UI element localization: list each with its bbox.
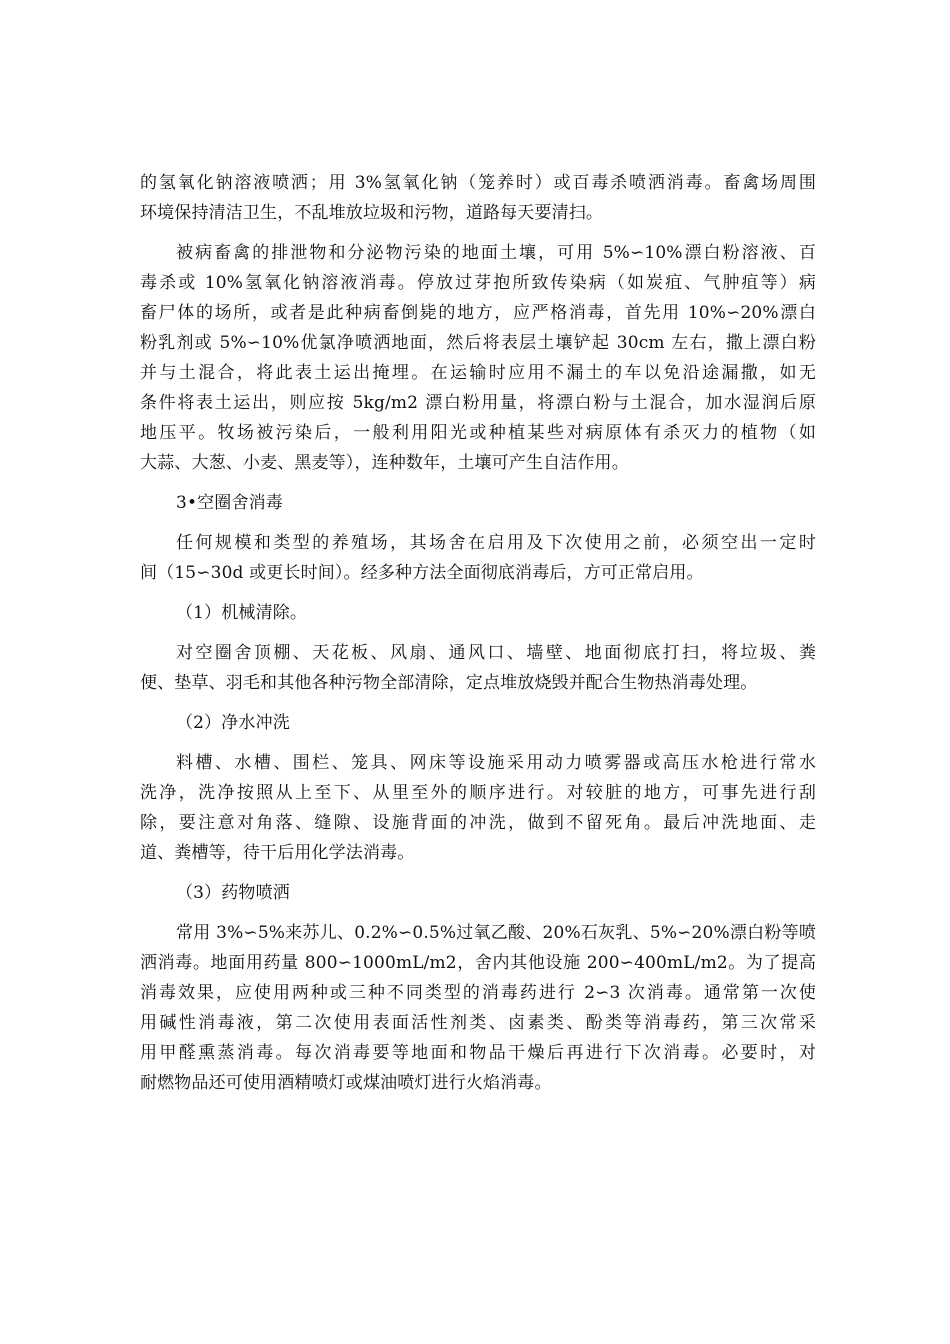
text-line: 除，要注意对角落、缝隙、设施背面的冲洗，做到不留死角。最后冲洗地面、走 <box>140 813 816 833</box>
text-line: 毒杀或 10%氢氧化钠溶液消毒。停放过芽抱所致传染病（如炭疽、气肿疽等）病 <box>140 273 816 293</box>
text-line: 条件将表土运出，则应按 5kg/m2 漂白粉用量，将漂白粉与土混合，加水湿润后原 <box>140 393 816 413</box>
text-line: 环境保持清洁卫生，不乱堆放垃圾和污物，道路每天要清扫。 <box>140 203 604 223</box>
text-line: 便、垫草、羽毛和其他各种污物全部清除，定点堆放烧毁并配合生物热消毒处理。 <box>140 673 758 693</box>
paragraph <box>140 708 816 738</box>
text-line: 3•空圈舍消毒 <box>176 493 283 513</box>
paragraph <box>140 598 816 628</box>
text-line: 常用 3%∽5%来苏儿、0.2%∽0.5%过氧乙酸、20%石灰乳、5%∽20%漂白粉等喷 <box>176 923 816 943</box>
text-line: 用甲醛熏蒸消毒。每次消毒要等地面和物品干燥后再进行下次消毒。必要时，对 <box>140 1043 816 1063</box>
document-page <box>140 168 816 1098</box>
paragraph <box>140 638 816 698</box>
text-line: 大蒜、大葱、小麦、黑麦等），连种数年，土壤可产生自洁作用。 <box>140 453 629 473</box>
text-line: 耐燃物品还可使用酒精喷灯或煤油喷灯进行火焰消毒。 <box>140 1073 552 1093</box>
paragraph <box>140 918 816 1098</box>
text-line: 并与土混合，将此表土运出掩埋。在运输时应用不漏土的车以免沿途漏撒，如无 <box>140 363 816 383</box>
paragraph <box>140 748 816 868</box>
paragraph <box>140 168 816 228</box>
text-line: 畜尸体的场所，或者是此种病畜倒毙的地方，应严格消毒，首先用 10%∽20%漂白 <box>140 303 816 323</box>
text-line: 用碱性消毒液，第二次使用表面活性剂类、卤素类、酚类等消毒药，第三次常采 <box>140 1013 816 1033</box>
text-line: （2）净水冲洗 <box>176 713 290 733</box>
text-line: 地压平。牧场被污染后，一般利用阳光或种植某些对病原体有杀灭力的植物（如 <box>140 423 816 443</box>
paragraph <box>140 488 816 518</box>
text-line: 间（15∽30d 或更长时间）。经多种方法全面彻底消毒后，方可正常启用。 <box>140 563 704 583</box>
text-line: 粉乳剂或 5%∽10%优氯净喷洒地面，然后将表层土壤铲起 30cm 左右，撒上漂白粉 <box>140 333 816 353</box>
text-line: （3）药物喷洒 <box>176 883 290 903</box>
text-line: 道、粪槽等，待干后用化学法消毒。 <box>140 843 415 863</box>
text-line: 洒消毒。地面用药量 800∽1000mL/m2，舍内其他设施 200∽400mL/m2。为了提高 <box>140 953 816 973</box>
text-line: 任何规模和类型的养殖场，其场舍在启用及下次使用之前，必须空出一定时 <box>176 533 816 553</box>
paragraph <box>140 878 816 908</box>
text-line: 料槽、水槽、围栏、笼具、网床等设施采用动力喷雾器或高压水枪进行常水 <box>176 753 816 773</box>
text-line: 的氢氧化钠溶液喷洒；用 3%氢氧化钠（笼养时）或百毒杀喷洒消毒。畜禽场周围 <box>140 173 816 193</box>
text-line: 被病畜禽的排泄物和分泌物污染的地面土壤，可用 5%∽10%漂白粉溶液、百 <box>176 243 816 263</box>
text-line: 对空圈舍顶棚、天花板、风扇、通风口、墙壁、地面彻底打扫，将垃圾、粪 <box>176 643 816 663</box>
body-text <box>140 168 816 1098</box>
text-line: 消毒效果，应使用两种或三种不同类型的消毒药进行 2∽3 次消毒。通常第一次使 <box>140 983 816 1003</box>
paragraph <box>140 238 816 478</box>
text-line: （1）机械清除。 <box>176 603 308 623</box>
paragraph <box>140 528 816 588</box>
text-line: 洗净，洗净按照从上至下、从里至外的顺序进行。对较脏的地方，可事先进行刮 <box>140 783 816 803</box>
